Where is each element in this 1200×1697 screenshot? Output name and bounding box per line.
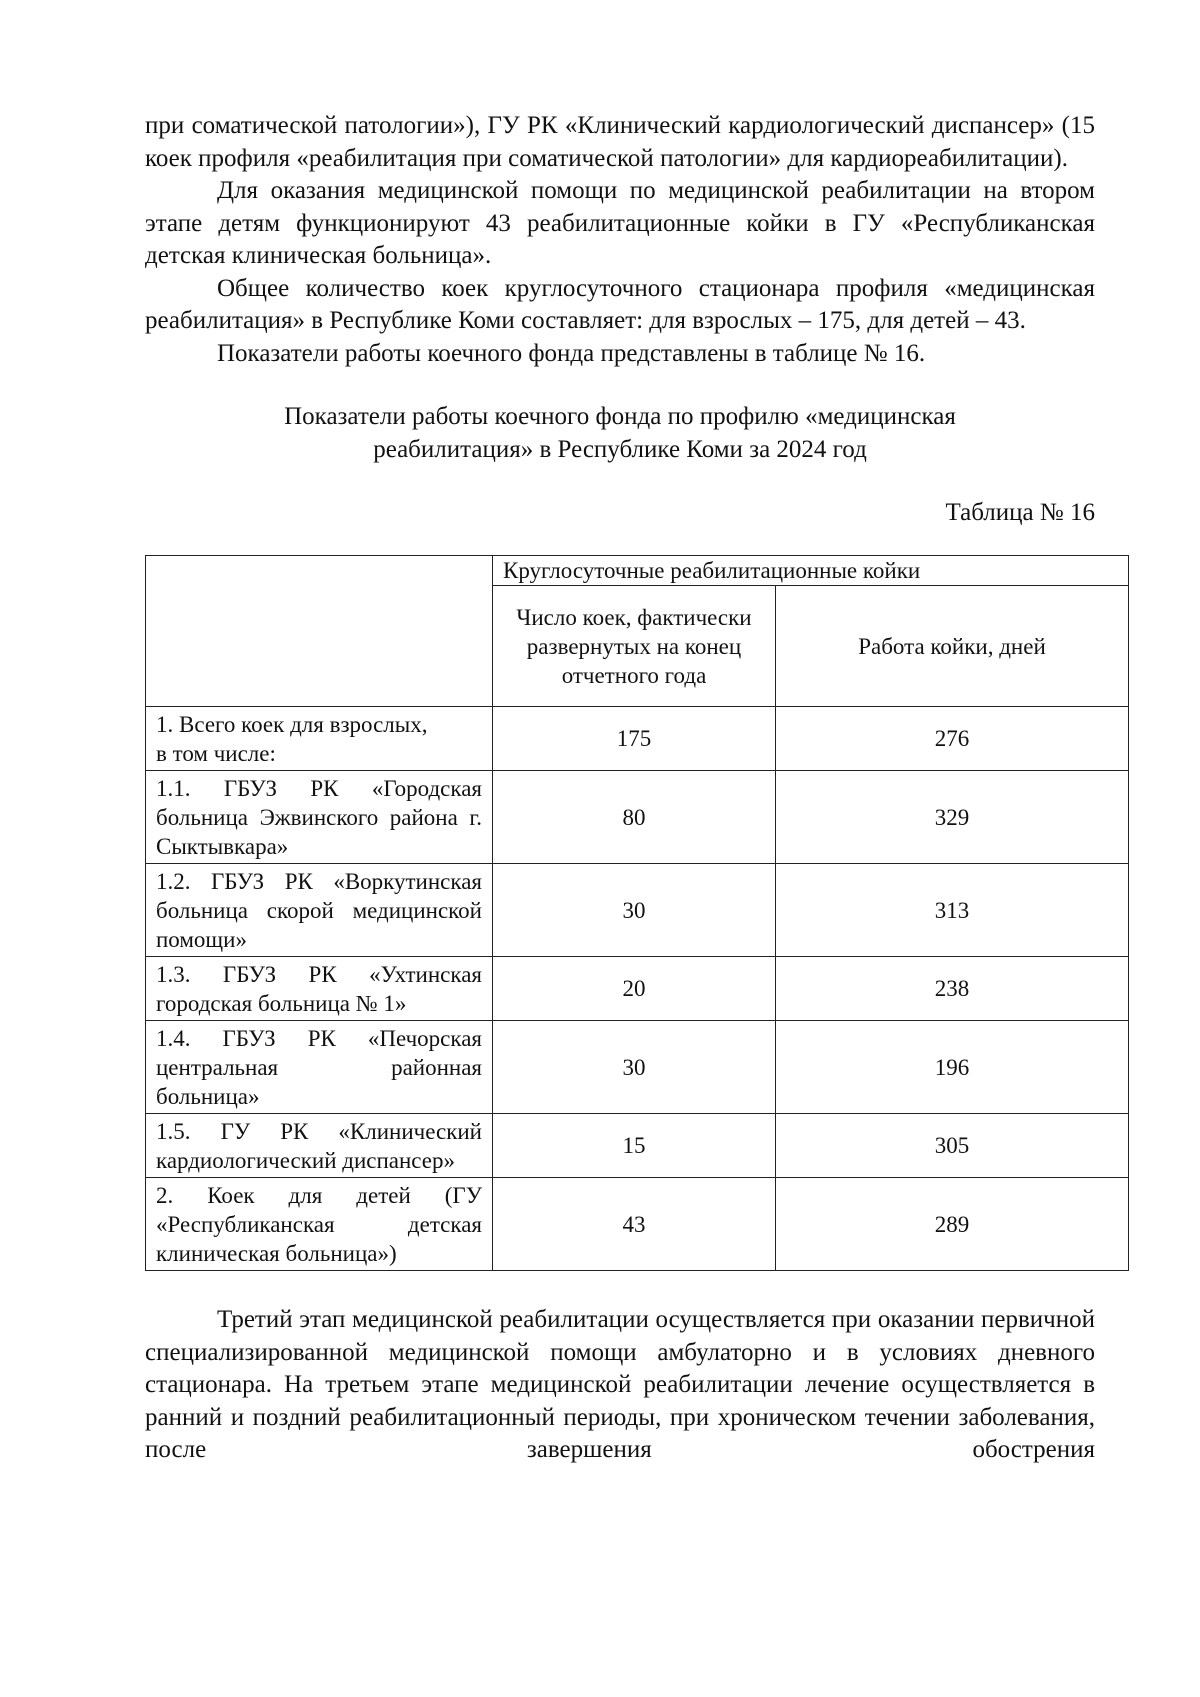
table-header-empty-cell [146,556,493,707]
paragraph-intro-4: Показатели работы коечного фонда представлены в таблице № 16. [217,339,926,367]
table-row [146,771,1129,864]
table-cell-name: 1.4. ГБУЗ РК «Печорская центральная районная больница» [146,1021,493,1114]
paragraph-intro-2: Для оказания медицинской помощи по медицинской реабилитации на втором этапе детям функционируют 43 реабилитационные койки в ГУ «Республиканская детская клиническая больница». [145,177,1095,269]
table-cell-name: 1.1. ГБУЗ РК «Городская больница Эжвинского района г. Сыктывкара» [146,771,493,864]
table-cell-name-line-1: 1. Всего коек для взрослых, [156,712,428,737]
table-number: Таблица № 16 [945,499,1095,526]
table-caption [145,400,1095,466]
table-cell-beds: 175 [493,707,776,771]
table-cell-name-line-2: в том числе: [156,741,276,766]
table-header-row-group [146,556,1129,586]
table-cell-days: 329 [776,771,1129,864]
table-row [146,957,1129,1021]
table-cell-name: 1.3. ГБУЗ РК «Ухтинская городская больница № 1» [146,957,493,1021]
table-cell-beds: 15 [493,1114,776,1178]
table-row [146,1021,1129,1114]
table-caption-line-1: Показатели работы коечного фонда по профилю «медицинская [284,403,956,430]
bed-indicators-table [145,555,1129,1271]
table-cell-days: 289 [776,1178,1129,1271]
paragraph-outro-1: Третий этап медицинской реабилитации осуществляется при оказании первичной специализированной медицинской помощи амбулаторно и в условиях дневного стационара. На третьем этапе медицинской реабилитации лечение осуществляется в ранний и поздний реабилитационный периоды, при хроническом течении заболевания, после завершения обострения [145,1306,1095,1463]
table-cell-days: 238 [776,957,1129,1021]
table-cell-days: 313 [776,864,1129,957]
paragraph-intro-3: Общее количество коек круглосуточного стационара профиля «медицинская реабилитация» в Республике Коми составляет: для взрослых – 175, для детей – 43. [145,274,1095,334]
table-caption-line-2: реабилитация» в Республике Коми за 2024 год [373,436,867,463]
table-row [146,1178,1129,1271]
paragraph-intro-1: при соматической патологии»), ГУ РК «Клинический кардиологический диспансер» (15 коек профиля «реабилитация при соматической патологии» для кардиореабилитации). [145,112,1095,172]
table-row [146,864,1129,957]
table-header-group: Круглосуточные реабилитационные койки [493,556,1129,586]
table-cell-beds: 30 [493,1021,776,1114]
table-cell-beds: 30 [493,864,776,957]
table-cell-name: 2. Коек для детей (ГУ «Республиканская детская клиническая больница») [146,1178,493,1271]
table-row [146,1114,1129,1178]
table-cell-days: 196 [776,1021,1129,1114]
table-cell-beds: 20 [493,957,776,1021]
table-cell-name: 1.5. ГУ РК «Клинический кардиологический диспансер» [146,1114,493,1178]
table-cell-beds: 43 [493,1178,776,1271]
table-cell-name [146,707,493,771]
document-page [145,110,1095,1467]
outro-section [145,1304,1095,1467]
table-header-beds: Число коек, фактически развернутых на конец отчетного года [493,586,776,707]
table-cell-days: 276 [776,707,1129,771]
table-cell-days: 305 [776,1114,1129,1178]
table-row [146,707,1129,771]
table-cell-beds: 80 [493,771,776,864]
table-cell-name: 1.2. ГБУЗ РК «Воркутинская больница скорой медицинской помощи» [146,864,493,957]
table-header-days: Работа койки, дней [776,586,1129,707]
